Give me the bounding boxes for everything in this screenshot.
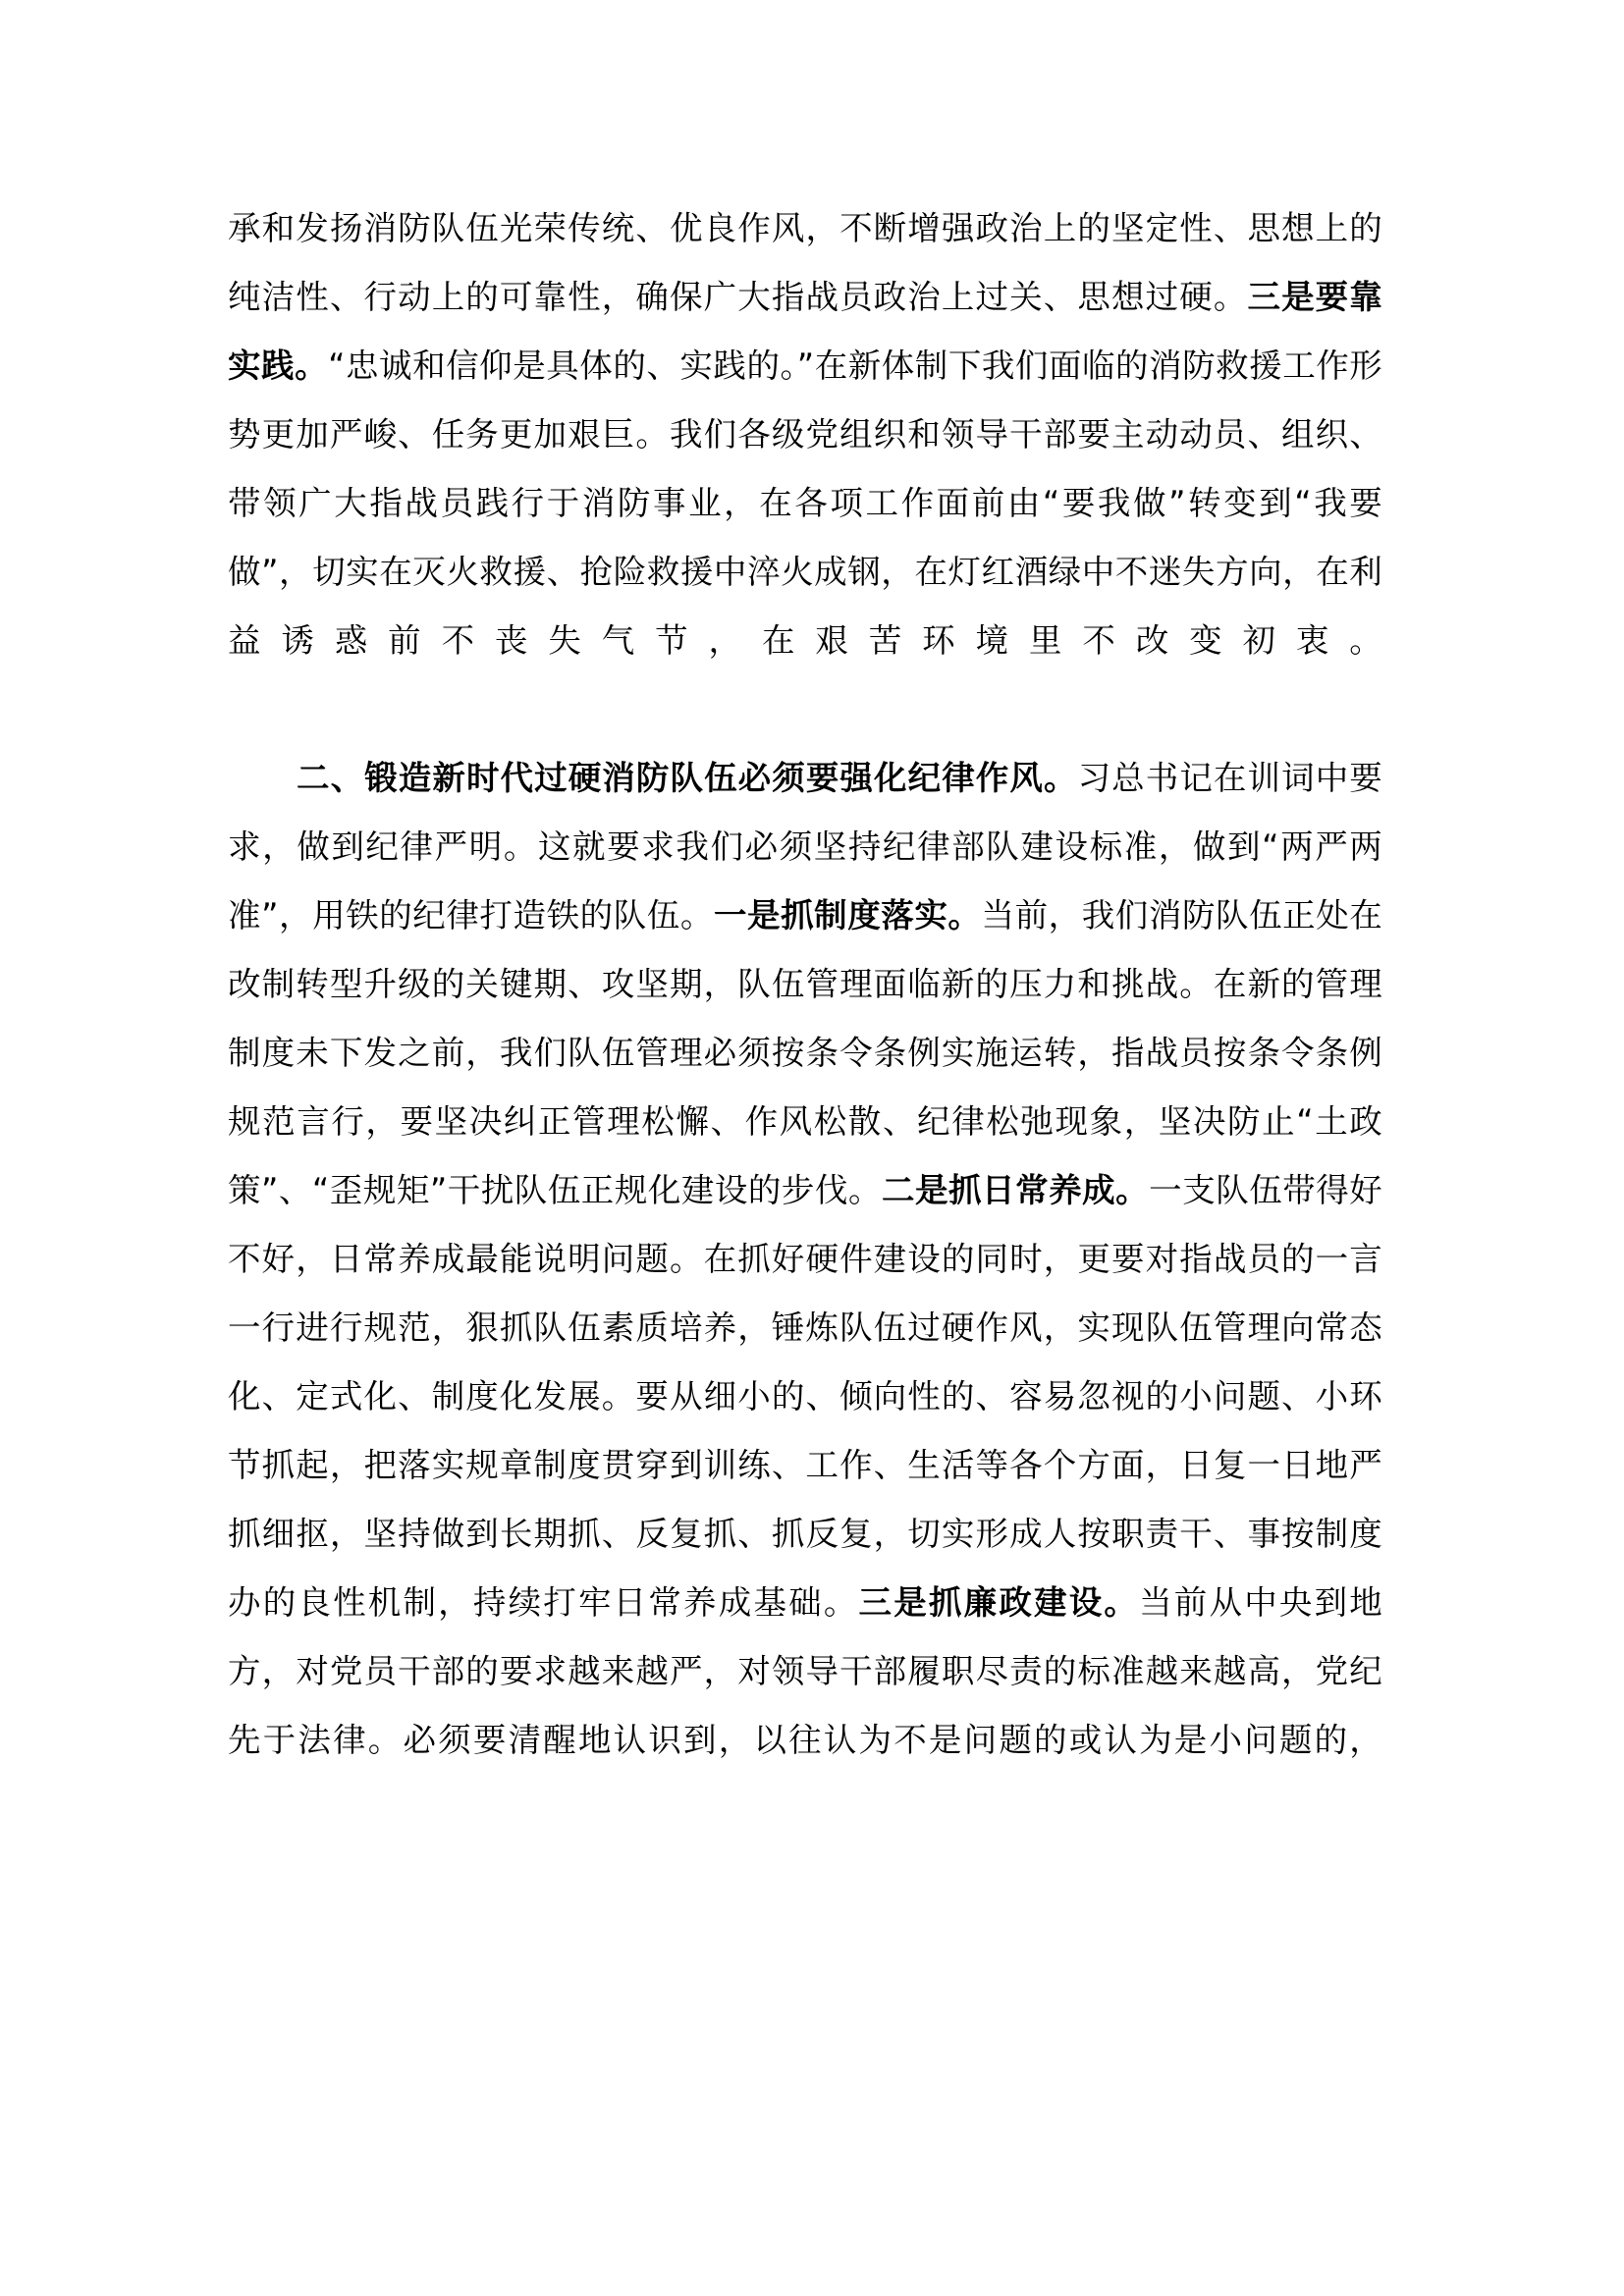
para-section-two [228, 744, 1382, 1843]
emphasis-run: 一是抓制度落实。 [713, 896, 982, 934]
emphasis-run: 二是抓日常养成。 [882, 1171, 1150, 1209]
text-run: “忠诚和信仰是具体的、实践的。”在新体制下我们面临的消防救援工作形势更加严峻、任务更加艰巨。我们各级党组织和领导干部要主动动员、组织、带领广大指战员践行于消防事业，在各项工作面前由“要我做”转变到“我要做”，切实在灭火救援、抢险救援中淬火成钢，在灯红酒绿中不迷失方向，在利益诱惑前不丧失气节，在艰苦环境里不改变初衷。 [228, 347, 1382, 660]
emphasis-run: 三是要靠实践。 [228, 278, 1382, 385]
text-run: 承和发扬消防队伍光荣传统、优良作风，不断增强政治上的坚定性、思想上的纯洁性、行动上的可靠性，确保广大指战员政治上过关、思想过硬。 [228, 209, 1382, 316]
emphasis-run: 二、锻造新时代过硬消防队伍必须要强化纪律作风。 [297, 759, 1078, 797]
text-run: 当前，我们消防队伍正处在改制转型升级的关键期、攻坚期，队伍管理面临新的压力和挑战。在新的管理制度未下发之前，我们队伍管理必须按条令条例实施运转，指战员按条令条例规范言行，要坚决纠正管理松懈、作风松散、纪律松弛现象，坚决防止“土政策”、“歪规矩”干扰队伍正规化建设的步伐。 [228, 896, 1382, 1209]
para-continuation [228, 194, 1382, 744]
text-run: 一支队伍带得好不好，日常养成最能说明问题。在抓好硬件建设的同时，更要对指战员的一言一行进行规范，狠抓队伍素质培养，锤炼队伍过硬作风，实现队伍管理向常态化、定式化、制度化发展。要从细小的、倾向性的、容易忽视的小问题、小环节抓起，把落实规章制度贯穿到训练、工作、生活等各个方面，日复一日地严抓细抠，坚持做到长期抓、反复抓、抓反复，切实形成人按职责干、事按制度办的良性机制，持续打牢日常养成基础。 [228, 1171, 1382, 1622]
document-text-column [228, 194, 1382, 1843]
text-run: 当前从中央到地方，对党员干部的要求越来越严，对领导干部履职尽责的标准越来越高，党纪先于法律。必须要清醒地认识到，以往认为不是问题的或认为是小问题的， [228, 1583, 1382, 1759]
emphasis-run: 三是抓廉政建设。 [858, 1583, 1140, 1622]
text-run: 习总书记在训词中要求，做到纪律严明。这就要求我们必须坚持纪律部队建设标准，做到“两严两准”，用铁的纪律打造铁的队伍。 [228, 759, 1382, 934]
